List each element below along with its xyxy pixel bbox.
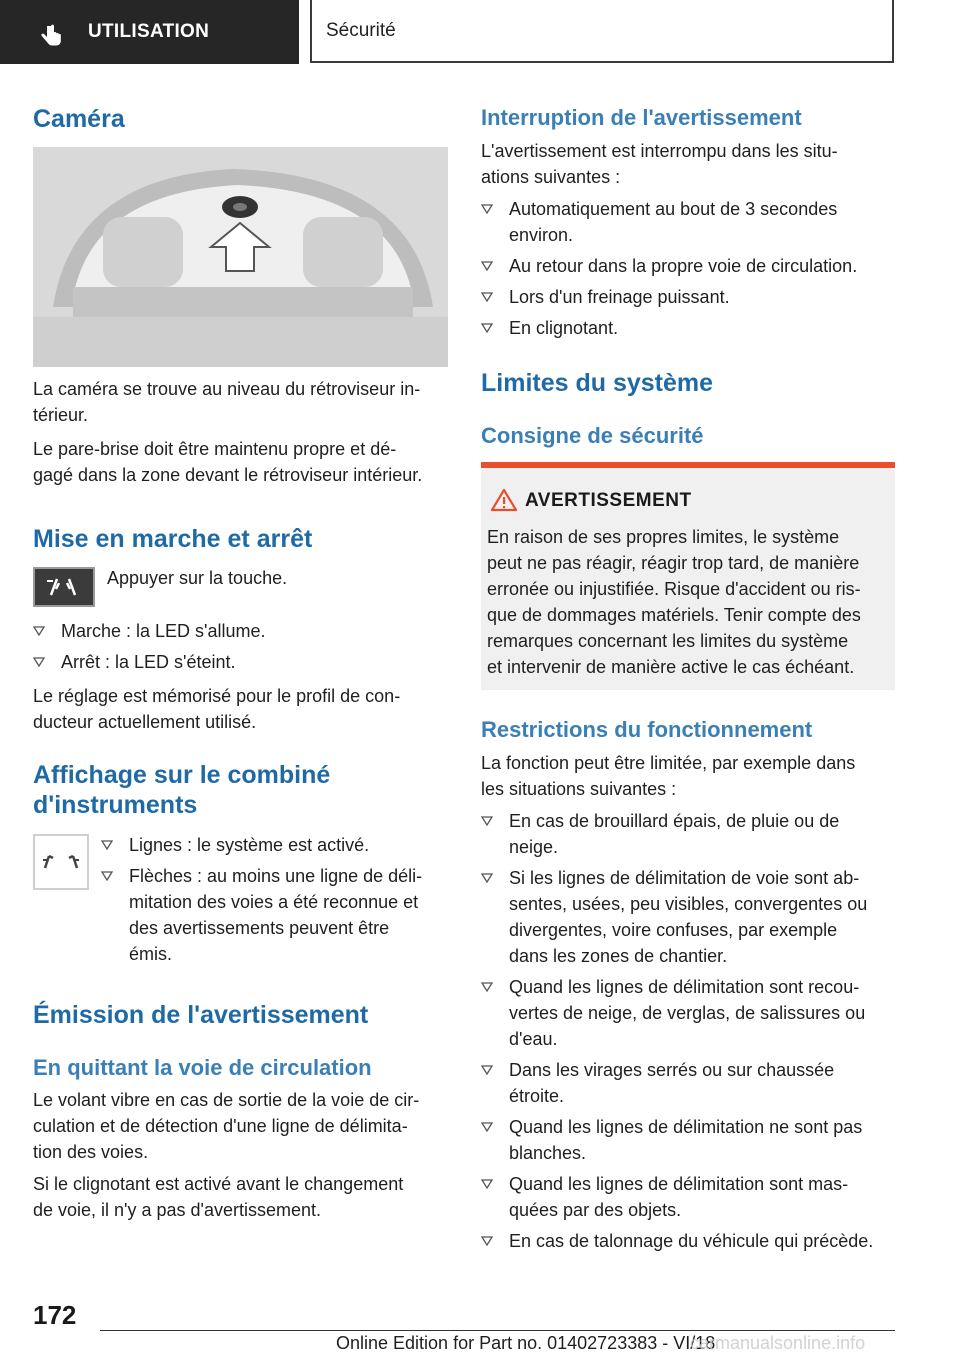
- camera-text-1: La caméra se trouve au niveau du rétroviseur in- térieur.: [33, 379, 421, 425]
- triangle-bullet-icon: [481, 1065, 493, 1075]
- triangle-bullet-icon: [481, 873, 493, 883]
- onoff-list: [33, 618, 448, 675]
- triangle-bullet-icon: [481, 204, 493, 214]
- restrict-text: La fonction peut être limitée, par exemple dans les situations suivantes :: [481, 753, 856, 799]
- triangle-bullet-icon: [101, 871, 113, 881]
- interrupt-text: L'avertissement est interrompu dans les situ- ations suivantes :: [481, 141, 838, 187]
- warning-text: En raison de ses propres limites, le système peut ne pas réagir, réagir trop tard, de manière erronée ou injustifiée. Risque d'accident ou ris- que de dommages matériels. Tenir compte des remarques concernant les limites du système et intervenir de manière active le cas échéant.: [487, 527, 861, 677]
- section-label: UTILISATION: [88, 21, 210, 42]
- hand-pointer-icon: [38, 24, 64, 50]
- list-item: Si les lignes de délimitation de voie sont ab- sentes, usées, peu visibles, convergentes ou divergentes, voire confuses, par exemple dans les zones de chantier.: [481, 865, 895, 969]
- breadcrumb-label: Sécurité: [326, 20, 396, 41]
- warning-title: AVERTISSEMENT: [525, 490, 692, 511]
- onoff-text: Le réglage est mémorisé pour le profil de con- ducteur actuellement utilisé.: [33, 686, 401, 732]
- safety-heading: Consigne de sécurité: [481, 423, 704, 448]
- triangle-bullet-icon: [481, 323, 493, 333]
- lane-button-icon: [33, 567, 95, 607]
- section-tab: [0, 0, 299, 64]
- page-number: 172: [33, 1300, 77, 1330]
- warning-triangle-icon: [491, 488, 517, 512]
- triangle-bullet-icon: [33, 657, 45, 667]
- triangle-bullet-icon: [481, 1122, 493, 1132]
- interrupt-list: [481, 196, 895, 341]
- onoff-press-text: Appuyer sur la touche.: [107, 568, 288, 588]
- list-item: Automatiquement au bout de 3 secondes environ.: [481, 196, 895, 248]
- page-header: [0, 0, 960, 66]
- breadcrumb: [310, 0, 894, 63]
- camera-text-2: Le pare-brise doit être maintenu propre et dé- gagé dans la zone devant le rétroviseur intérieur.: [33, 439, 423, 485]
- list-item: Quand les lignes de délimitation ne sont pas blanches.: [481, 1114, 895, 1166]
- list-item: Quand les lignes de délimitation sont mas- quées par des objets.: [481, 1171, 895, 1223]
- footer-edition: Online Edition for Part no. 01402723383 - VI/18: [336, 1333, 716, 1353]
- display-heading: Affichage sur le combiné d'instruments: [33, 761, 331, 819]
- emission-heading: Émission de l'avertissement: [33, 1001, 369, 1029]
- triangle-bullet-icon: [481, 1236, 493, 1246]
- list-item: Arrêt : la LED s'éteint.: [33, 649, 448, 675]
- list-item: En cas de brouillard épais, de pluie ou de neige.: [481, 808, 895, 860]
- list-item: Au retour dans la propre voie de circulation.: [481, 253, 895, 279]
- list-item: Quand les lignes de délimitation sont recou- vertes de neige, de verglas, de salissures ou d'eau.: [481, 974, 895, 1052]
- camera-photo: [33, 147, 448, 367]
- footer-divider: [100, 1330, 895, 1331]
- triangle-bullet-icon: [33, 626, 45, 636]
- list-item: Dans les virages serrés ou sur chaussée étroite.: [481, 1057, 895, 1109]
- limits-heading: Limites du système: [481, 369, 714, 397]
- camera-heading: Caméra: [33, 105, 125, 133]
- list-item: Marche : la LED s'allume.: [33, 618, 448, 644]
- triangle-bullet-icon: [481, 292, 493, 302]
- onoff-heading: Mise en marche et arrêt: [33, 525, 313, 553]
- restrict-heading: Restrictions du fonctionnement: [481, 717, 813, 742]
- triangle-bullet-icon: [481, 816, 493, 826]
- warning-box: [481, 462, 895, 690]
- list-item: En clignotant.: [481, 315, 895, 341]
- triangle-bullet-icon: [481, 982, 493, 992]
- restrict-list: [481, 808, 895, 1254]
- leaving-heading: En quittant la voie de circulation: [33, 1055, 372, 1080]
- watermark: carmanualsonline.info: [690, 1333, 866, 1353]
- interrupt-heading: Interruption de l'avertissement: [481, 105, 802, 130]
- list-item: Lignes : le système est activé.: [101, 832, 451, 858]
- leaving-text-2: Si le clignotant est activé avant le changement de voie, il n'y a pas d'avertissement.: [33, 1174, 404, 1220]
- list-item: En cas de talonnage du véhicule qui précède.: [481, 1228, 895, 1254]
- display-list: [101, 832, 451, 967]
- list-item: Flèches : au moins une ligne de déli- mitation des voies a été reconnue et des avertissements peuvent être émis.: [101, 863, 451, 967]
- lane-display-icon: [33, 834, 89, 890]
- triangle-bullet-icon: [101, 840, 113, 850]
- rear-window-illustration: [33, 147, 448, 367]
- leaving-text-1: Le volant vibre en cas de sortie de la voie de cir- culation et de détection d'une ligne de délimita- tion des voies.: [33, 1090, 420, 1162]
- list-item: Lors d'un freinage puissant.: [481, 284, 895, 310]
- triangle-bullet-icon: [481, 261, 493, 271]
- triangle-bullet-icon: [481, 1179, 493, 1189]
